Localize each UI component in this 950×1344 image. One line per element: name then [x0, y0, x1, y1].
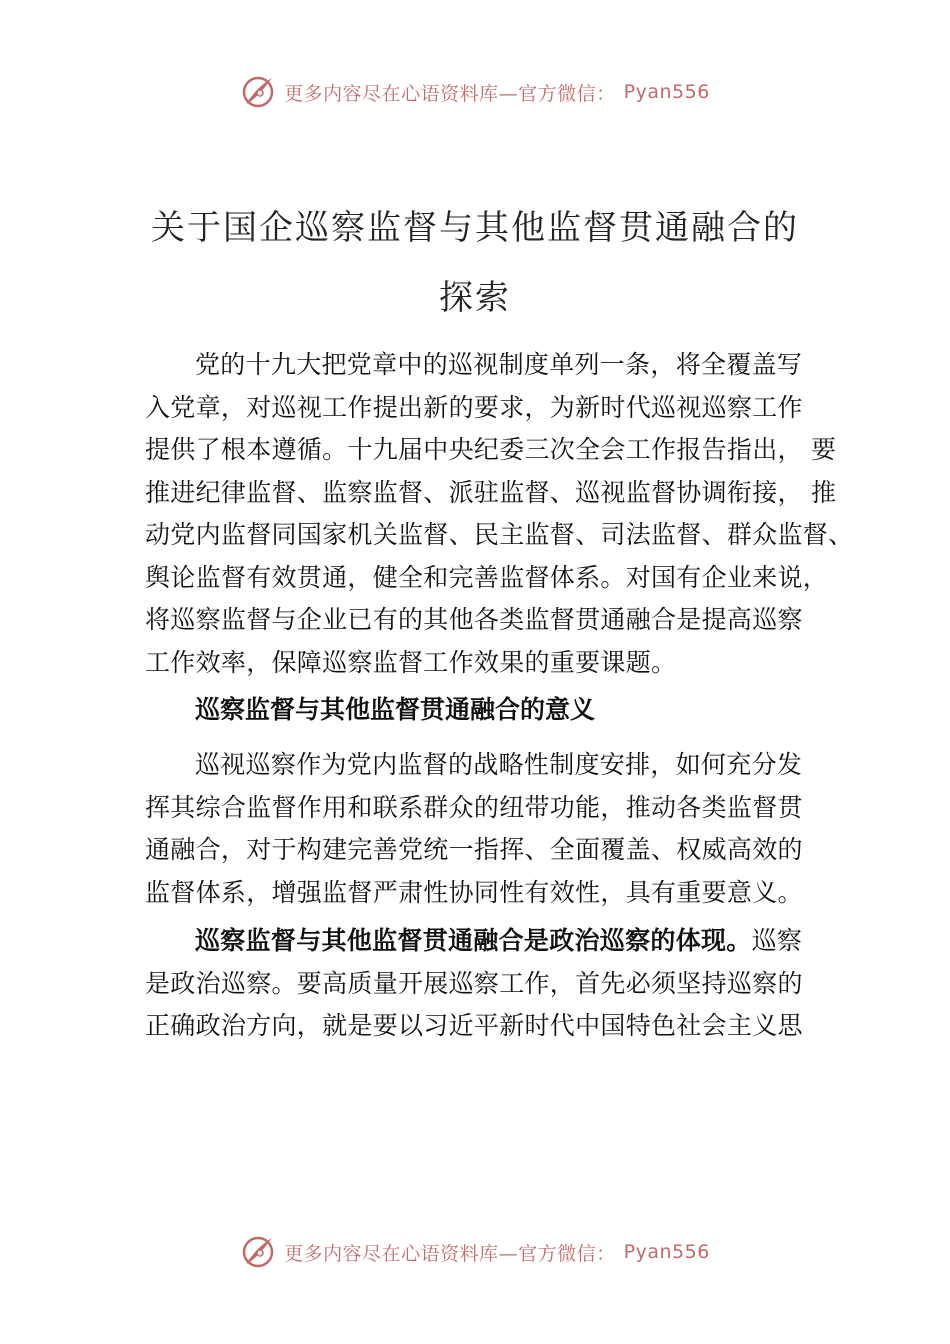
- paragraph-1-line: 动党内监督同国家机关监督、民主监督、司法监督、群众监督、: [145, 520, 854, 549]
- paragraph-1-line: 工作效率，保障巡察监督工作效果的重要课题。: [145, 647, 677, 677]
- watermark-wechat-id: Pyan556: [623, 1241, 710, 1263]
- paragraph-1-line: 党的十九大把党章中的巡视制度单列一条，将全覆盖写: [195, 350, 803, 379]
- paragraph-3-lead-rest: 巡察: [751, 926, 803, 955]
- paragraph-2-line: 挥其综合监督作用和联系群众的纽带功能，推动各类监督贯: [145, 792, 803, 822]
- document-title-line-1: 关于国企巡察监督与其他监督贯通融合的: [151, 208, 799, 248]
- section-heading: 巡察监督与其他监督贯通融合的意义: [195, 695, 596, 724]
- paragraph-3-first-line: [145, 920, 825, 963]
- paragraph-1-line: 提供了根本遵循。十九届中央纪委三次全会工作报告指出， 要: [145, 435, 837, 464]
- paragraph-1-line: 舆论监督有效贯通，健全和完善监督体系。对国有企业来说，: [145, 562, 829, 592]
- watermark-wechat-id: Pyan556: [623, 81, 710, 103]
- paragraph-3-line: 是政治巡察。要高质量开展巡察工作，首先必须坚持巡察的: [145, 968, 803, 998]
- document-title-line-2: 探索: [439, 278, 511, 318]
- paragraph-3-line: 正确政治方向，就是要以习近平新时代中国特色社会主义思: [145, 1011, 803, 1040]
- watermark-footer: [0, 1234, 950, 1270]
- paragraph-2: [145, 744, 825, 914]
- watermark-logo-icon: [240, 1234, 276, 1270]
- paragraph-1: [145, 344, 854, 684]
- paragraph-3-bold-lead: 巡察监督与其他监督贯通融合是政治巡察的体现。: [195, 926, 752, 955]
- watermark-text: 更多内容尽在心语资料库—官方微信：: [284, 82, 616, 105]
- paragraph-3: [145, 920, 825, 1048]
- watermark-logo-icon: [240, 74, 276, 110]
- watermark-text: 更多内容尽在心语资料库—官方微信：: [284, 1242, 616, 1265]
- paragraph-2-line: 监督体系，增强监督严肃性协同性有效性，具有重要意义。: [145, 877, 803, 907]
- paragraph-2-line: 巡视巡察作为党内监督的战略性制度安排，如何充分发: [195, 750, 803, 779]
- watermark-header: [0, 74, 950, 110]
- paragraph-1-line: 将巡察监督与企业已有的其他各类监督贯通融合是提高巡察: [145, 605, 803, 634]
- paragraph-1-line: 入党章，对巡视工作提出新的要求，为新时代巡视巡察工作: [145, 392, 803, 422]
- paragraph-2-line: 通融合，对于构建完善党统一指挥、全面覆盖、权威高效的: [145, 835, 803, 864]
- paragraph-1-line: 推进纪律监督、监察监督、派驻监督、巡视监督协调衔接， 推: [145, 477, 837, 507]
